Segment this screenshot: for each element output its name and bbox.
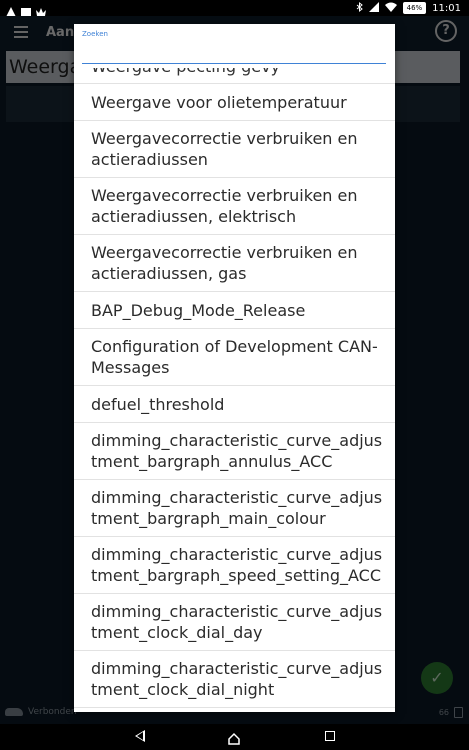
back-icon[interactable] <box>135 730 145 742</box>
status-bar <box>0 0 469 16</box>
warning-icon <box>6 2 16 12</box>
clock: 11:01 <box>432 2 461 14</box>
list-item[interactable]: dimming_characteristic_curve_adjustment_bargraph_annulus_ACC <box>74 423 395 480</box>
list-item-partial[interactable] <box>74 68 395 84</box>
photo-icon <box>21 2 31 12</box>
list-item[interactable]: Weergavecorrectie verbruiken en actieradiussen <box>74 121 395 178</box>
recent-apps-icon[interactable] <box>325 731 335 741</box>
battery-indicator: 46% <box>403 2 427 14</box>
list-item[interactable]: defuel_threshold <box>74 386 395 423</box>
list-item[interactable]: dimming_characteristic_curve_adjustment_clock_dial_night <box>74 651 395 708</box>
list-item[interactable]: Weergavecorrectie verbruiken en actieradiussen, gas <box>74 235 395 292</box>
navigation-bar <box>0 724 469 750</box>
list-item[interactable]: Weergave voor olietemperatuur <box>74 84 395 121</box>
list-item[interactable]: dimming_characteristic_curve_adjustment_bargraph_main_colour <box>74 480 395 537</box>
crown-icon <box>36 2 46 12</box>
list-item[interactable]: Configuration of Development CAN-Messages <box>74 329 395 386</box>
list-item[interactable]: Weergavecorrectie verbruiken en actieradiussen, elektrisch <box>74 178 395 235</box>
bluetooth-icon <box>356 2 363 15</box>
home-icon[interactable] <box>228 730 240 742</box>
list-item[interactable]: BAP_Debug_Mode_Release <box>74 292 395 329</box>
search-bar <box>74 24 395 68</box>
list-item[interactable]: dimming_characteristic_curve_adjustment_bargraph_speed_setting_ACC <box>74 537 395 594</box>
signal-icon <box>369 2 379 15</box>
search-label: Zoeken <box>82 30 108 38</box>
wifi-icon <box>385 2 397 15</box>
search-input[interactable] <box>82 38 386 64</box>
option-list <box>74 68 395 708</box>
search-dialog <box>74 24 395 712</box>
list-item[interactable]: dimming_characteristic_curve_adjustment_clock_dial_day <box>74 594 395 651</box>
